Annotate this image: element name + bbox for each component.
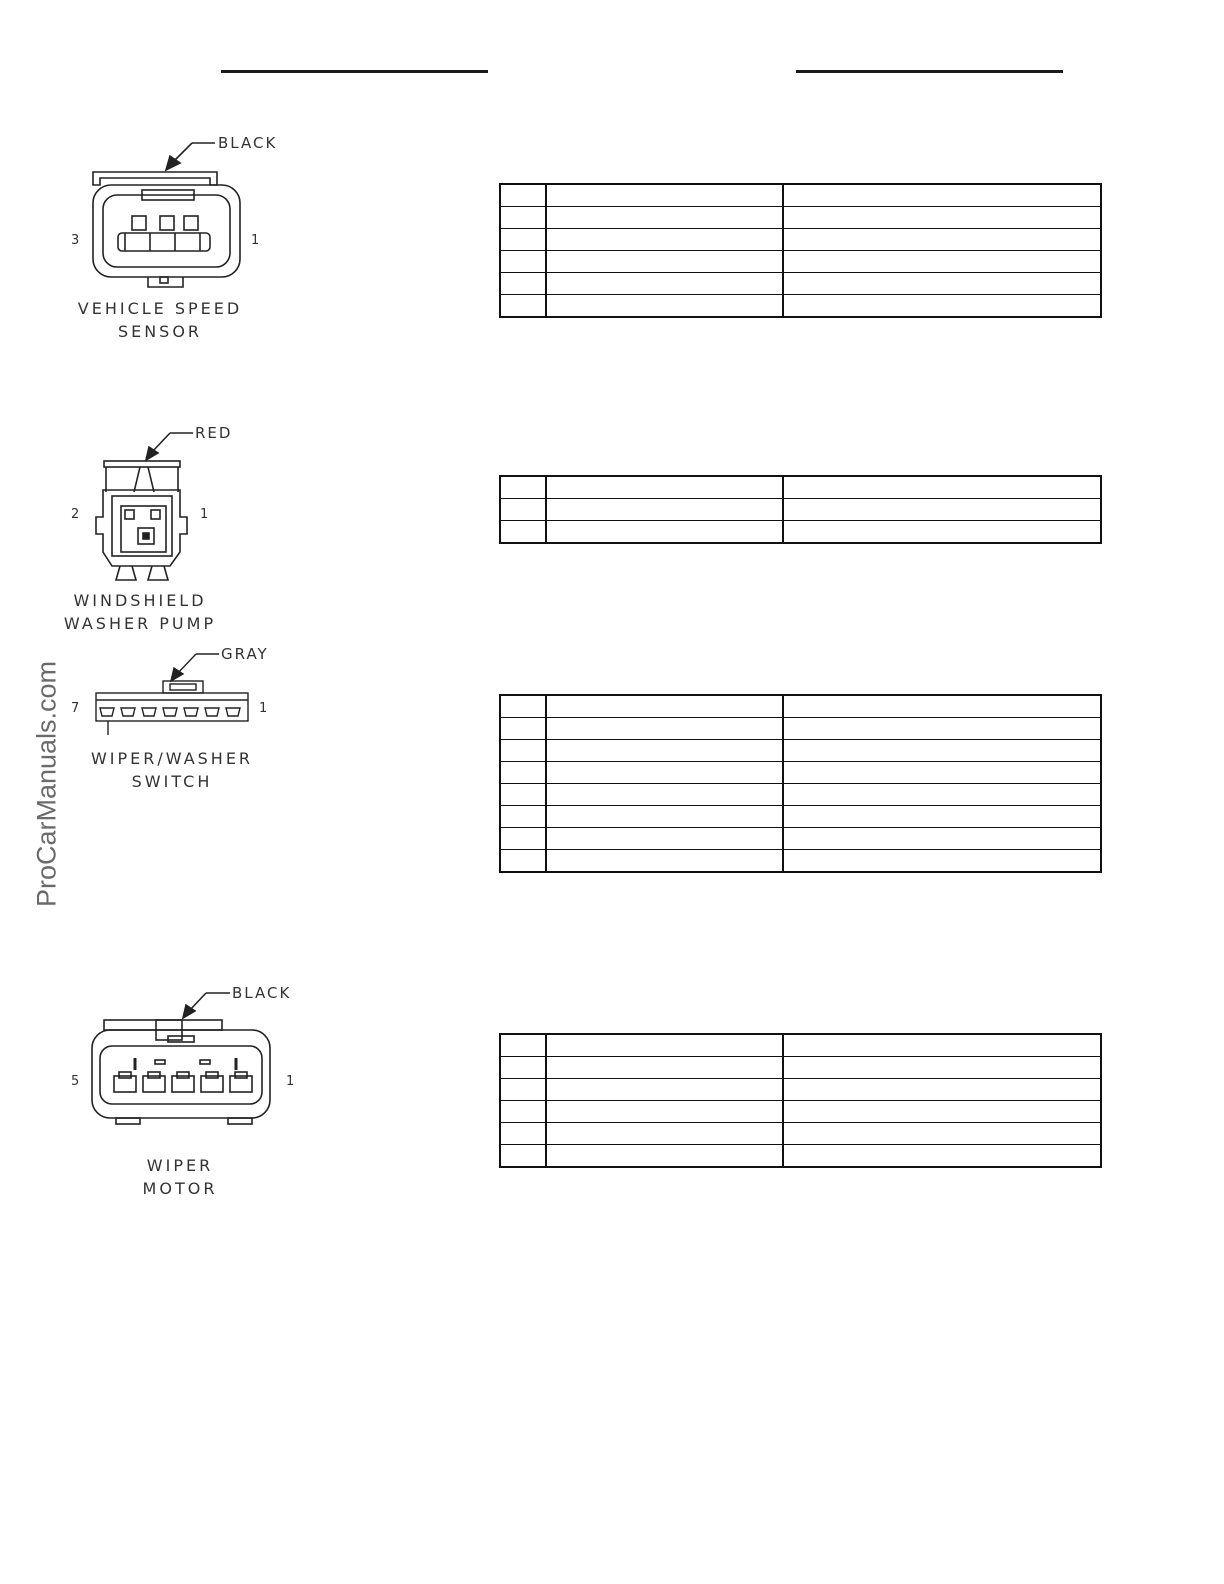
circuit-cell — [546, 806, 783, 828]
circuit-cell — [546, 1123, 783, 1145]
function-cell — [783, 850, 1101, 873]
wiper-switch-pin-table — [499, 694, 1102, 873]
function-cell — [783, 718, 1101, 740]
circuit-cell — [546, 521, 783, 544]
function-cell — [783, 273, 1101, 295]
function-cell — [783, 1034, 1101, 1057]
circuit-cell — [546, 718, 783, 740]
wiper-switch-name-line1: WIPER/WASHER — [90, 749, 254, 768]
table-row — [500, 499, 1101, 521]
function-cell — [783, 1079, 1101, 1101]
function-cell — [783, 1101, 1101, 1123]
cav-cell — [500, 273, 546, 295]
function-cell — [783, 229, 1101, 251]
function-cell — [783, 1145, 1101, 1168]
vss-pin-left: 3 — [71, 233, 80, 248]
circuit-cell — [546, 828, 783, 850]
wiper-motor-pin-left: 5 — [71, 1074, 80, 1089]
circuit-cell — [546, 273, 783, 295]
washer-pump-pin-right: 1 — [200, 507, 209, 522]
table-row — [500, 740, 1101, 762]
wiper-switch-color-label: GRAY — [221, 645, 269, 663]
table-row — [500, 850, 1101, 873]
cav-cell — [500, 695, 546, 718]
washer-pump-color-label: RED — [195, 424, 233, 442]
function-cell — [783, 1123, 1101, 1145]
table-row — [500, 1079, 1101, 1101]
circuit-cell — [546, 1145, 783, 1168]
function-cell — [783, 476, 1101, 499]
function-cell — [783, 695, 1101, 718]
function-cell — [783, 499, 1101, 521]
circuit-cell — [546, 295, 783, 318]
cav-cell — [500, 207, 546, 229]
function-cell — [783, 184, 1101, 207]
table-row — [500, 184, 1101, 207]
cav-cell — [500, 806, 546, 828]
wiper-motor-name-line1: WIPER — [146, 1156, 214, 1175]
vss-pin-table — [499, 183, 1102, 318]
cav-cell — [500, 762, 546, 784]
vss-pin-right: 1 — [251, 233, 260, 248]
cav-cell — [500, 184, 546, 207]
cav-cell — [500, 740, 546, 762]
cav-cell — [500, 229, 546, 251]
table-row — [500, 521, 1101, 544]
circuit-cell — [546, 207, 783, 229]
washer-pump-name-line1: WINDSHIELD — [73, 591, 207, 610]
table-row — [500, 251, 1101, 273]
table-row — [500, 295, 1101, 318]
cav-cell — [500, 1034, 546, 1057]
function-cell — [783, 251, 1101, 273]
function-cell — [783, 521, 1101, 544]
cav-cell — [500, 828, 546, 850]
wiper-motor-name-line2: MOTOR — [142, 1179, 218, 1198]
table-row — [500, 1123, 1101, 1145]
cav-cell — [500, 784, 546, 806]
vss-name-line1: VEHICLE SPEED — [77, 299, 243, 318]
function-cell — [783, 762, 1101, 784]
washer-pump-pin-table — [499, 475, 1102, 544]
header-rule-right — [796, 70, 1063, 73]
function-cell — [783, 207, 1101, 229]
table-row — [500, 1101, 1101, 1123]
function-cell — [783, 1057, 1101, 1079]
wiper-switch-name-line2: SWITCH — [131, 772, 213, 791]
circuit-cell — [546, 1034, 783, 1057]
wiper-switch-pin-left: 7 — [71, 701, 80, 716]
cav-cell — [500, 1101, 546, 1123]
circuit-cell — [546, 784, 783, 806]
circuit-cell — [546, 850, 783, 873]
circuit-cell — [546, 1057, 783, 1079]
wiper-motor-pin-table — [499, 1033, 1102, 1168]
wiper-switch-pin-right: 1 — [259, 701, 268, 716]
connector-wiper-motor — [0, 0, 480, 1220]
table-row — [500, 718, 1101, 740]
function-cell — [783, 740, 1101, 762]
table-row — [500, 784, 1101, 806]
circuit-cell — [546, 476, 783, 499]
wiper-motor-name — [80, 1154, 280, 1200]
cav-cell — [500, 1123, 546, 1145]
vss-color-label: BLACK — [218, 134, 278, 152]
cav-cell — [500, 1145, 546, 1168]
function-cell — [783, 295, 1101, 318]
function-cell — [783, 828, 1101, 850]
cav-cell — [500, 850, 546, 873]
cav-cell — [500, 1079, 546, 1101]
circuit-cell — [546, 184, 783, 207]
function-cell — [783, 806, 1101, 828]
washer-pump-name-line2: WASHER PUMP — [63, 614, 217, 633]
vss-name-line2: SENSOR — [117, 322, 203, 341]
circuit-cell — [546, 499, 783, 521]
table-row — [500, 1145, 1101, 1168]
wiper-motor-drawing — [0, 0, 480, 1220]
table-row — [500, 229, 1101, 251]
function-cell — [783, 784, 1101, 806]
washer-pump-pin-left: 2 — [71, 507, 80, 522]
circuit-cell — [546, 695, 783, 718]
wiper-motor-pin-right: 1 — [286, 1074, 295, 1089]
circuit-cell — [546, 762, 783, 784]
table-row — [500, 1034, 1101, 1057]
table-row — [500, 207, 1101, 229]
table-row — [500, 476, 1101, 499]
cav-cell — [500, 718, 546, 740]
cav-cell — [500, 476, 546, 499]
circuit-cell — [546, 1101, 783, 1123]
table-row — [500, 828, 1101, 850]
table-row — [500, 1057, 1101, 1079]
table-row — [500, 695, 1101, 718]
circuit-cell — [546, 251, 783, 273]
table-row — [500, 762, 1101, 784]
circuit-cell — [546, 1079, 783, 1101]
wiper-motor-color-label: BLACK — [232, 984, 292, 1002]
cav-cell — [500, 521, 546, 544]
cav-cell — [500, 1057, 546, 1079]
cav-cell — [500, 499, 546, 521]
table-row — [500, 273, 1101, 295]
watermark: ProCarManuals.com — [31, 660, 62, 908]
table-row — [500, 806, 1101, 828]
circuit-cell — [546, 229, 783, 251]
cav-cell — [500, 251, 546, 273]
cav-cell — [500, 295, 546, 318]
circuit-cell — [546, 740, 783, 762]
